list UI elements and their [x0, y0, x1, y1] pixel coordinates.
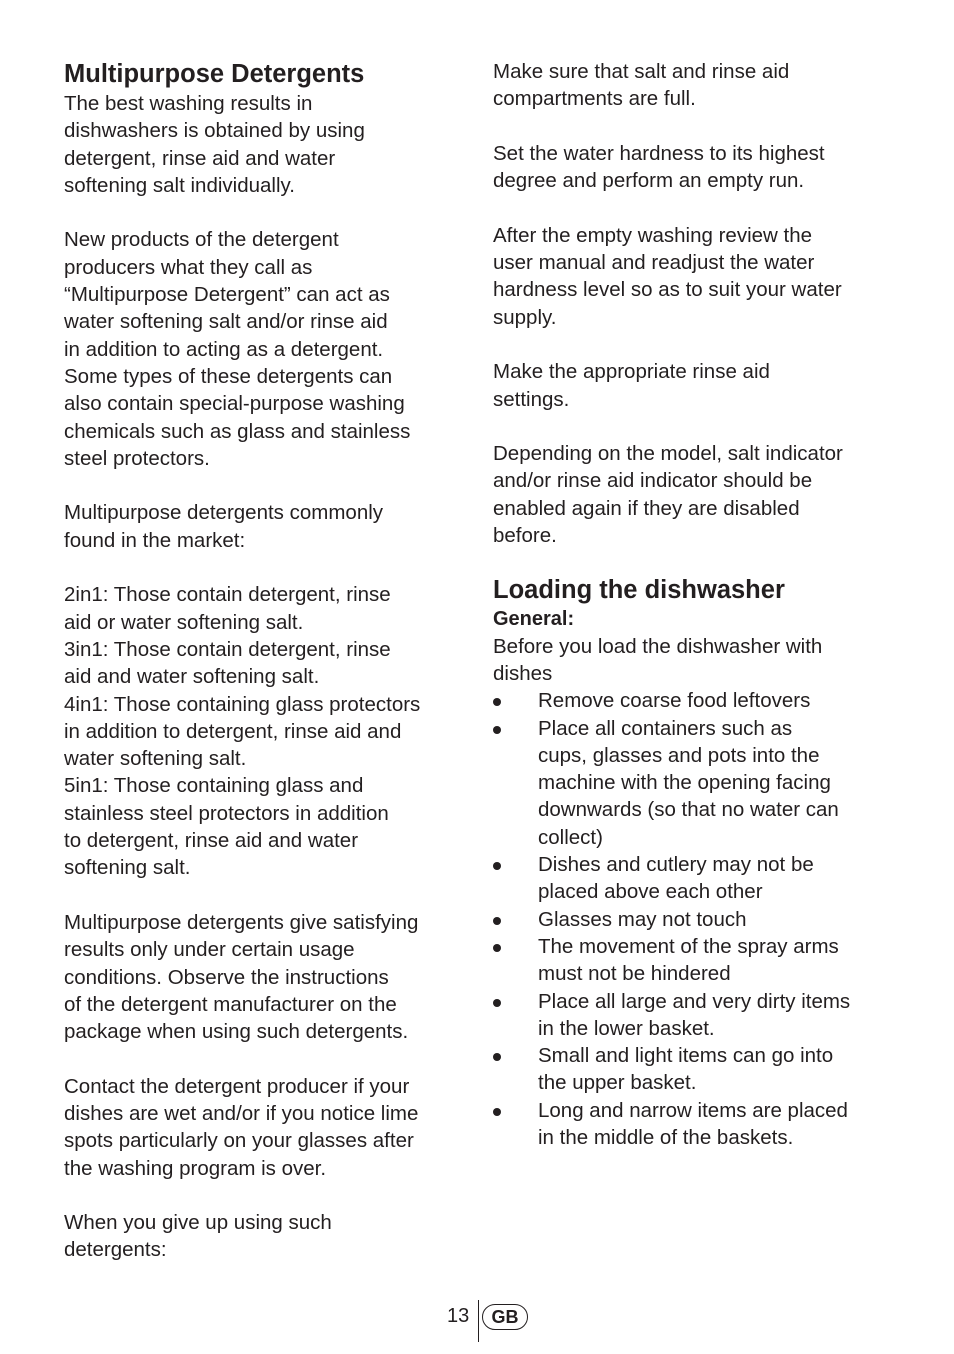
paragraph: When you give up using such detergents:	[64, 1211, 332, 1262]
bullet-icon	[493, 698, 501, 706]
list-item	[493, 715, 893, 851]
list-item	[493, 988, 893, 1043]
bullet-icon	[493, 862, 501, 870]
paragraph: Multipurpose detergents give satisfying results only under certain usage conditions. Observe the instructions of the detergent manufacturer on the package when using such detergents.	[64, 910, 419, 1044]
list-item-text: Small and light items can go into the upper basket.	[538, 1044, 834, 1095]
subheading-general: General:	[493, 607, 575, 630]
bullet-icon	[493, 917, 501, 925]
paragraph: The best washing results in dishwashers is obtained by using detergent, rinse aid and water softening salt individually.	[64, 92, 365, 197]
list-item	[493, 933, 893, 988]
paragraph: After the empty washing review the user manual and readjust the water hardness level so as to suit your water supply.	[493, 223, 842, 329]
paragraph: Make the appropriate rinse aid settings.	[493, 360, 770, 411]
bullet-icon	[493, 726, 501, 734]
list-item-text: Remove coarse food leftovers	[538, 689, 811, 713]
right-column	[493, 58, 893, 1151]
bullet-icon	[493, 1053, 501, 1061]
left-column	[64, 58, 469, 1264]
detergent-types-list: 2in1: Those contain detergent, rinse aid or water softening salt. 3in1: Those contain detergent, rinse aid and water softening salt. 4in1: Those containing glass protectors in addition to detergent, rinse aid and water softening salt. 5in1: Those containing glass and stainless steel protectors in addition to detergent, rinse aid and water softening salt.	[64, 583, 421, 880]
list-item	[493, 1097, 893, 1152]
section-title-loading-dishwasher: Loading the dishwasher	[493, 575, 785, 604]
list-item	[493, 687, 893, 714]
list-item	[493, 1042, 893, 1097]
list-item-text: The movement of the spray arms must not be hindered	[538, 934, 839, 986]
bullet-icon	[493, 1108, 501, 1116]
loading-rules-list	[493, 687, 893, 1151]
footer-divider	[478, 1300, 479, 1342]
list-item	[493, 906, 893, 933]
loading-intro: Before you load the dishwasher with dishes	[493, 634, 823, 685]
country-code-badge: GB	[482, 1304, 528, 1330]
list-item-text: Dishes and cutlery may not be placed above each other	[538, 853, 814, 904]
paragraph: Set the water hardness to its highest degree and perform an empty run.	[493, 141, 825, 193]
section-title-multipurpose-detergents: Multipurpose Detergents	[64, 60, 365, 88]
paragraph: Depending on the model, salt indicator and/or rinse aid indicator should be enabled again if they are disabled before.	[493, 442, 843, 548]
list-item-text: Glasses may not touch	[538, 907, 747, 931]
bullet-icon	[493, 999, 501, 1007]
bullet-icon	[493, 944, 501, 952]
list-item-text: Place all containers such as cups, glasses and pots into the machine with the opening facing downwards (so that no water can collect)	[538, 716, 839, 849]
page-number: 13	[447, 1305, 470, 1327]
list-item-text: Long and narrow items are placed in the middle of the baskets.	[538, 1098, 848, 1149]
list-item-text: Place all large and very dirty items in the lower basket.	[538, 989, 851, 1040]
paragraph: New products of the detergent producers what they call as “Multipurpose Detergent” can act as water softening salt and/or rinse aid in addition to acting as a detergent. Some types of these detergents can also contain special-purpose washing chemicals such as glass and stainless steel protectors.	[64, 228, 411, 470]
paragraph: Multipurpose detergents commonly found in the market:	[64, 501, 384, 552]
paragraph: Contact the detergent producer if your dishes are wet and/or if you notice lime spots particularly on your glasses after the washing program is over.	[64, 1074, 419, 1180]
paragraph: Make sure that salt and rinse aid compartments are full.	[493, 60, 790, 111]
list-item	[493, 851, 893, 906]
